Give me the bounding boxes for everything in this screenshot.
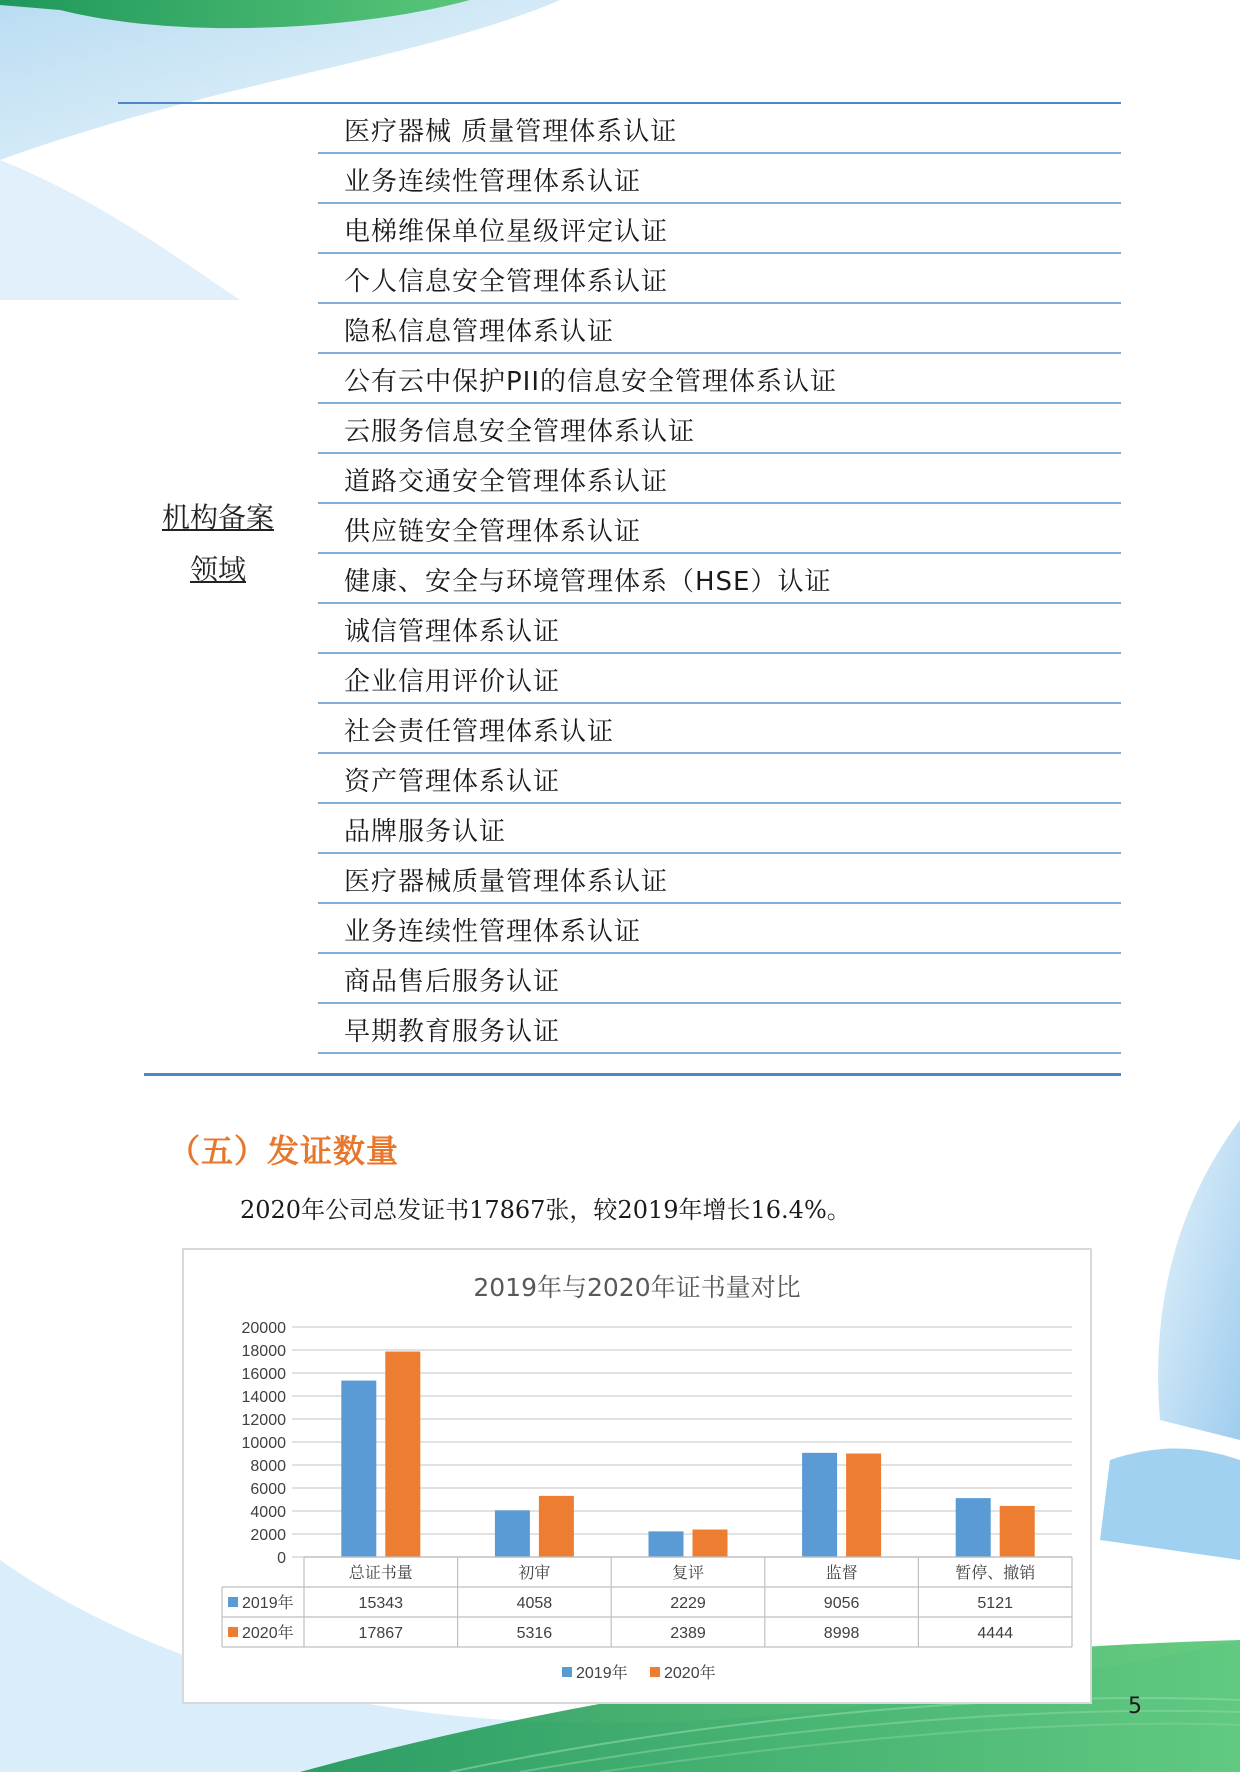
field-row-text: 品牌服务认证	[344, 817, 507, 847]
field-row-text: 道路交通安全管理体系认证	[344, 467, 669, 497]
field-row	[318, 454, 1121, 504]
y-tick-label: 20000	[241, 1320, 286, 1337]
field-row	[318, 354, 1121, 404]
field-row	[318, 504, 1121, 554]
field-row-text: 个人信息安全管理体系认证	[344, 267, 669, 297]
legend-label: 2020年	[664, 1665, 716, 1682]
series-row-label: 2019年	[242, 1595, 294, 1612]
bar	[385, 1352, 420, 1557]
y-tick-label: 6000	[250, 1481, 286, 1498]
category-label: 暂停、撤销	[955, 1565, 1036, 1582]
bar	[802, 1453, 837, 1557]
table-bottom-rule	[144, 1073, 1121, 1076]
y-tick-label: 10000	[241, 1435, 286, 1452]
legend-swatch	[562, 1667, 572, 1677]
field-row	[318, 554, 1121, 604]
field-row-text: 资产管理体系认证	[344, 767, 561, 797]
chart-frame	[182, 1248, 1092, 1704]
field-row-text: 隐私信息管理体系认证	[344, 317, 615, 347]
data-table-value: 4444	[977, 1625, 1013, 1642]
y-tick-label: 4000	[250, 1504, 286, 1521]
field-row	[318, 804, 1121, 854]
field-row	[318, 954, 1121, 1004]
field-row	[318, 254, 1121, 304]
y-tick-label: 8000	[250, 1458, 286, 1475]
field-row-text: 医疗器械质量管理体系认证	[344, 867, 669, 897]
field-row-text: 健康、安全与环境管理体系（HSE）认证	[344, 567, 832, 597]
field-row	[318, 404, 1121, 454]
y-tick-label: 14000	[241, 1389, 286, 1406]
y-tick-label: 2000	[250, 1527, 286, 1544]
field-row	[318, 604, 1121, 654]
field-row-text: 企业信用评价认证	[344, 667, 561, 697]
field-row-text: 商品售后服务认证	[344, 967, 561, 997]
data-table-value: 4058	[516, 1595, 553, 1612]
field-row	[318, 304, 1121, 354]
field-row-text: 电梯维保单位星级评定认证	[344, 217, 669, 247]
data-table-value: 9056	[823, 1595, 860, 1612]
bar	[341, 1381, 376, 1557]
field-row	[318, 1004, 1121, 1054]
series-key-swatch	[228, 1627, 238, 1637]
field-row	[318, 154, 1121, 204]
field-row-text: 业务连续性管理体系认证	[344, 917, 642, 947]
field-row	[318, 904, 1121, 954]
bar	[495, 1510, 530, 1557]
field-category-label-line2: 领域	[189, 553, 246, 586]
field-row-text: 供应链安全管理体系认证	[344, 517, 642, 547]
bar	[846, 1454, 881, 1557]
field-row	[318, 754, 1121, 804]
series-row-label: 2020年	[242, 1625, 294, 1642]
legend-swatch	[650, 1667, 660, 1677]
field-row	[318, 104, 1121, 154]
field-row-text: 医疗器械 质量管理体系认证	[344, 117, 678, 147]
data-table-value: 2389	[670, 1625, 706, 1642]
y-tick-label: 0	[277, 1550, 286, 1567]
field-category-label-line1: 机构备案	[161, 501, 274, 534]
y-tick-label: 16000	[241, 1366, 286, 1383]
bar	[956, 1498, 991, 1557]
field-category-label	[148, 492, 288, 596]
page-number: 5	[1128, 1694, 1142, 1719]
field-row	[318, 854, 1121, 904]
section-heading: （五）发证数量	[168, 1132, 400, 1170]
bar	[693, 1530, 728, 1557]
data-table-value: 8998	[823, 1625, 860, 1642]
field-row	[318, 704, 1121, 754]
data-table-value: 15343	[358, 1595, 404, 1612]
y-tick-label: 12000	[241, 1412, 286, 1429]
field-row-text: 早期教育服务认证	[344, 1017, 561, 1047]
field-row-text: 社会责任管理体系认证	[344, 717, 615, 747]
data-table-value: 2229	[670, 1595, 706, 1612]
bar-chart	[184, 1250, 1090, 1702]
category-label: 监督	[825, 1565, 858, 1582]
field-row-text: 诚信管理体系认证	[344, 617, 561, 647]
data-table-value: 5121	[977, 1595, 1013, 1612]
field-row-text: 业务连续性管理体系认证	[344, 167, 642, 197]
body-paragraph: 2020年公司总发证书17867张，较2019年增长16.4%。	[240, 1196, 851, 1224]
data-table-value: 17867	[358, 1625, 404, 1642]
y-tick-label: 18000	[241, 1343, 286, 1360]
legend-label: 2019年	[576, 1665, 628, 1682]
series-key-swatch	[228, 1597, 238, 1607]
bar	[1000, 1506, 1035, 1557]
data-table-value: 5316	[516, 1625, 553, 1642]
category-label: 总证书量	[348, 1565, 413, 1582]
field-row-text: 公有云中保护PII的信息安全管理体系认证	[344, 367, 838, 397]
field-row-text: 云服务信息安全管理体系认证	[344, 417, 696, 447]
bar	[539, 1496, 574, 1557]
category-label: 复评	[671, 1565, 705, 1582]
field-row	[318, 654, 1121, 704]
chart-title: 2019年与2020年证书量对比	[473, 1273, 801, 1302]
category-label: 初审	[518, 1565, 551, 1582]
bar	[649, 1531, 684, 1557]
field-row	[318, 204, 1121, 254]
